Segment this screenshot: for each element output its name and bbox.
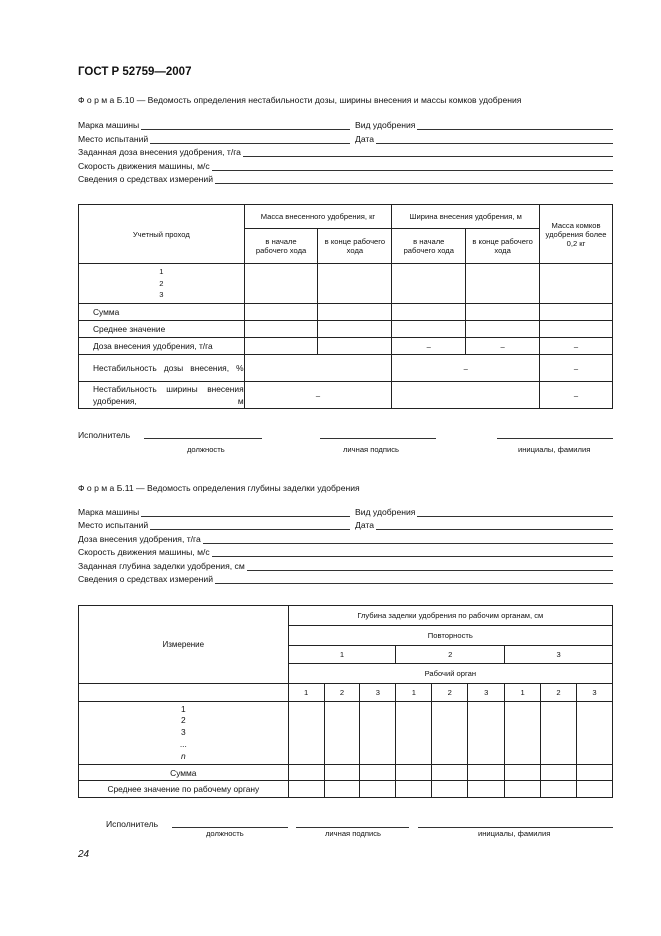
col-mass-header: Масса внесенного удобрения, кг	[244, 205, 392, 229]
row-instab-dose: Нестабильность дозы внесения, %	[79, 355, 245, 382]
organ-num: 3	[360, 684, 396, 702]
field-place: Место испытаний	[78, 520, 350, 530]
field-dose: Заданная доза внесения удобрения, т/га	[78, 147, 613, 157]
field-fert-type: Вид удобрения	[355, 120, 613, 130]
dash: –	[392, 338, 466, 355]
signature-line	[320, 437, 436, 439]
field-dose: Доза внесения удобрения, т/га	[78, 534, 613, 544]
page-header: ГОСТ Р 52759—2007	[78, 66, 192, 78]
initials-caption: инициалы, фамилия	[518, 445, 591, 454]
measure-numbers: 1 2 3 ... n	[79, 702, 289, 765]
repeat-2: 2	[396, 646, 505, 664]
row-sum: Сумма	[79, 304, 245, 321]
field-means: Сведения о средствах измерений	[78, 174, 613, 184]
field-place: Место испытаний	[78, 134, 350, 144]
col-measure-header: Измерение	[79, 606, 289, 684]
position-caption: должность	[206, 829, 244, 838]
signature-line	[296, 826, 409, 828]
organ-num: 3	[576, 684, 612, 702]
col-pass-header: Учетный проход	[79, 205, 245, 264]
repeat-3: 3	[505, 646, 613, 664]
sub-mass-end: в конце рабочего хода	[318, 229, 392, 264]
sub-mass-start: в начале рабочего хода	[244, 229, 318, 264]
position-caption: должность	[187, 445, 225, 454]
organ-num: 1	[505, 684, 541, 702]
sub-width-end: в конце рабочего хода	[466, 229, 540, 264]
page-number: 24	[78, 849, 90, 860]
repeat-1: 1	[288, 646, 396, 664]
initials-line	[418, 826, 613, 828]
organ-num: 1	[288, 684, 324, 702]
repeat-header: Повторность	[288, 626, 612, 646]
form-b11-title: Ф о р м а Б.11 — Ведомость определения глубины заделки удобрения	[78, 483, 360, 493]
position-line	[172, 826, 288, 828]
signature-caption: личная подпись	[343, 445, 399, 454]
organ-num: 2	[324, 684, 360, 702]
dash: –	[392, 355, 540, 382]
field-means: Сведения о средствах измерений	[78, 574, 613, 584]
organ-num: 1	[396, 684, 432, 702]
row-avg: Среднее значение	[79, 321, 245, 338]
form-b10-title: Ф о р м а Б.10 — Ведомость определения нестабильности дозы, ширины внесения и массы комков удобрения	[78, 95, 522, 105]
initials-caption: инициалы, фамилия	[478, 829, 551, 838]
dash: –	[540, 338, 613, 355]
organ-num: 3	[468, 684, 505, 702]
organ-header: Рабочий орган	[288, 664, 612, 684]
signature-caption: личная подпись	[325, 829, 381, 838]
field-date: Дата	[355, 520, 613, 530]
field-date: Дата	[355, 134, 613, 144]
dash: –	[540, 355, 613, 382]
col-depth-header: Глубина заделки удобрения по рабочим органам, см	[288, 606, 612, 626]
field-speed: Скорость движения машины, м/с	[78, 161, 613, 171]
form-b11-table	[78, 605, 613, 798]
field-fert-type: Вид удобрения	[355, 507, 613, 517]
sub-width-start: в начале рабочего хода	[392, 229, 466, 264]
field-brand: Марка машины	[78, 507, 350, 517]
dash: –	[540, 382, 613, 409]
initials-line	[497, 437, 613, 439]
form-b10-table	[78, 204, 613, 409]
row-dose: Доза внесения удобрения, т/га	[79, 338, 245, 355]
dash: –	[244, 382, 392, 409]
col-width-header: Ширина внесения удобрения, м	[392, 205, 540, 229]
field-speed: Скорость движения машины, м/с	[78, 547, 613, 557]
row-avg-organ: Среднее значение по рабочему органу	[79, 781, 289, 798]
dash: –	[466, 338, 540, 355]
executor-label: Исполнитель	[78, 430, 131, 440]
col-clumps-header: Масса комков удобрения более 0,2 кг	[540, 205, 613, 264]
executor-label: Исполнитель	[106, 819, 159, 829]
row-sum: Сумма	[79, 765, 289, 781]
pass-numbers: 1 2 3	[79, 264, 245, 304]
organ-num: 2	[541, 684, 577, 702]
field-brand: Марка машины	[78, 120, 350, 130]
field-depth: Заданная глубина заделки удобрения, см	[78, 561, 613, 571]
position-line	[144, 437, 262, 439]
row-instab-width: Нестабильность ширины внесения удобрения, м	[79, 382, 245, 409]
organ-num: 2	[432, 684, 468, 702]
